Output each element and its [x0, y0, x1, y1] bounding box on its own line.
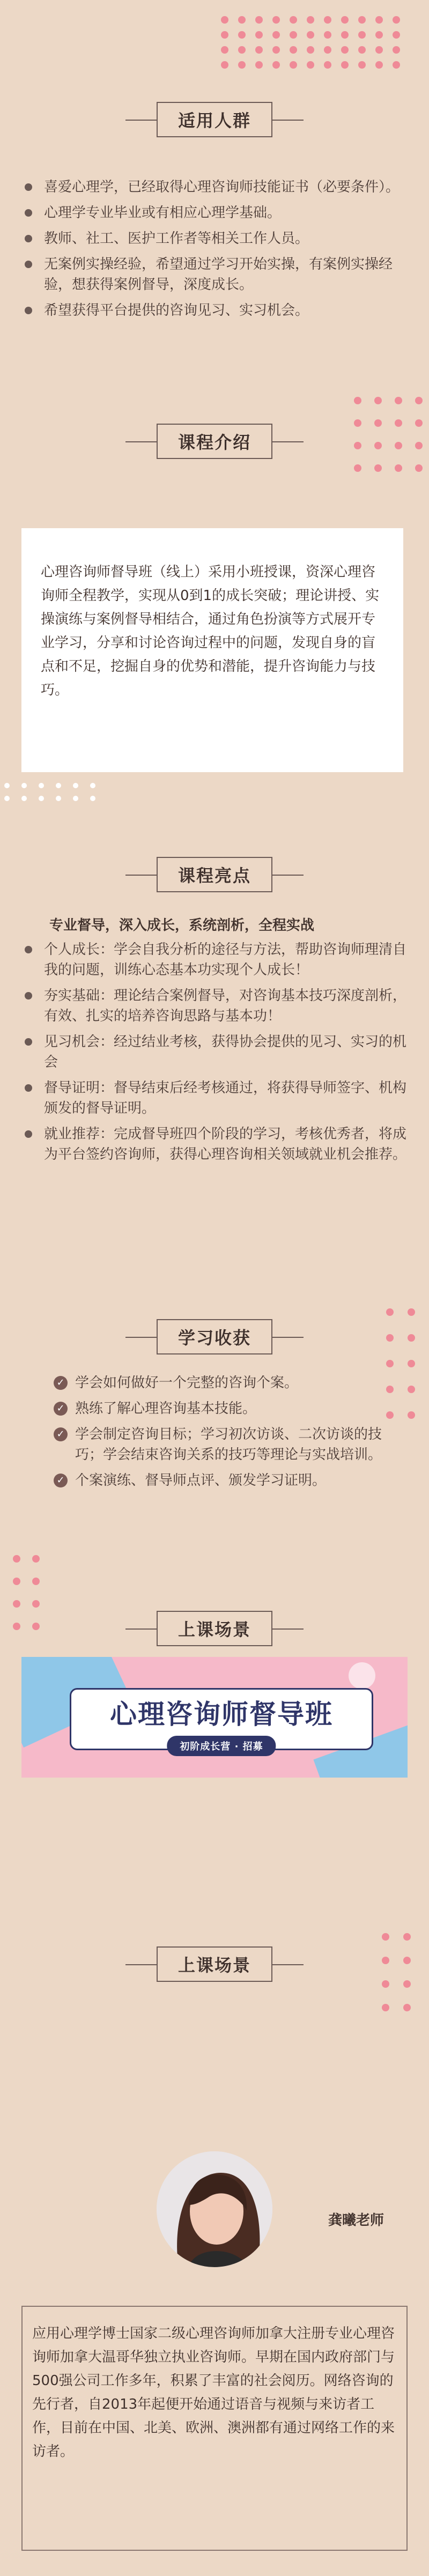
section-title-class-scene: 上课场景 — [157, 1611, 272, 1646]
decorative-white-dots — [4, 783, 95, 801]
teacher-bio-box — [21, 2306, 408, 2551]
decorative-dot — [393, 31, 400, 39]
decorative-dot — [238, 46, 246, 54]
decorative-dot — [39, 796, 44, 801]
decorative-dot — [382, 1980, 389, 1988]
decorative-dot — [90, 796, 95, 801]
decorative-dot — [375, 61, 383, 69]
audience-item: 喜爱心理学，已经取得心理咨询师技能证书（必要条件）。 — [21, 177, 408, 197]
decorative-dot — [272, 61, 280, 69]
highlights-list — [21, 939, 408, 1170]
gain-text: 学会如何做好一个完整的咨询个案。 — [75, 1375, 299, 1391]
decorative-dot — [415, 442, 423, 449]
decorative-dot — [238, 61, 246, 69]
section-title-teacher: 上课场景 — [157, 1946, 272, 1982]
decorative-dot — [354, 419, 361, 427]
decorative-dot — [408, 1360, 415, 1367]
decorative-dot — [272, 31, 280, 39]
decorative-dot — [393, 61, 400, 69]
decorative-dot — [358, 16, 366, 24]
gains-list — [54, 1373, 397, 1496]
highlight-item: 见习机会：经过结业考核，获得协会提供的见习、实习的机会 — [21, 1032, 408, 1072]
decorative-dot — [386, 1360, 394, 1367]
decorative-dot — [272, 46, 280, 54]
decorative-dot — [354, 442, 361, 449]
decorative-dot — [32, 1555, 40, 1563]
decorative-dot — [393, 46, 400, 54]
decorative-dot — [290, 61, 297, 69]
decorative-dots-mid — [354, 397, 423, 472]
gain-text: 熟练了解心理咨询基本技能。 — [75, 1401, 257, 1417]
decorative-dot — [32, 1623, 40, 1630]
decorative-dot — [32, 1578, 40, 1585]
decorative-dot — [324, 46, 331, 54]
decorative-dot — [375, 31, 383, 39]
gain-item — [54, 1398, 397, 1419]
decorative-dot — [415, 397, 423, 404]
audience-item: 教师、社工、医护工作者等相关工作人员。 — [21, 228, 408, 249]
audience-list — [21, 177, 408, 326]
gain-text: 学会制定咨询目标；学习初次访谈、二次访谈的技巧；学会结束咨询关系的技巧等理论与实战培训。 — [75, 1426, 382, 1463]
decorative-dot — [408, 1386, 415, 1393]
decorative-dot — [382, 2004, 389, 2011]
gain-text: 个案演练、督导师点评、颁发学习证明。 — [75, 1472, 327, 1489]
decorative-dot — [395, 442, 402, 449]
decorative-dot — [255, 61, 263, 69]
decorative-dot — [272, 16, 280, 24]
decorative-dot — [238, 16, 246, 24]
highlight-item: 个人成长：学会自我分析的途径与方法，帮助咨询师理清自我的问题，训练心态基本功实现个人成长！ — [21, 939, 408, 980]
decorative-dot — [386, 1308, 394, 1316]
decorative-dot — [386, 1411, 394, 1419]
decorative-dot — [358, 31, 366, 39]
decorative-dot — [403, 1957, 411, 1964]
decorative-dot — [307, 31, 314, 39]
check-icon: ✓ — [54, 1402, 68, 1416]
decorative-dot — [221, 31, 228, 39]
decorative-dot — [403, 1980, 411, 1988]
decorative-dot — [386, 1334, 394, 1342]
decorative-dot — [403, 1933, 411, 1941]
decorative-dot — [341, 16, 349, 24]
course-intro-text: 心理咨询师督导班（线上）采用小班授课，资深心理咨询师全程教学，实现从0到1的成长突破；理论讲授、实操演练与案例督导相结合，通过角色扮演等方式展开专业学习，分享和讨论咨询过程中的问题，发现自身的盲点和不足，挖掘自身的优势和潜能，提升咨询能力与技巧。 — [41, 564, 380, 698]
decorative-dot — [375, 16, 383, 24]
audience-item: 心理学专业毕业或有相应心理学基础。 — [21, 203, 408, 223]
banner-pill: 初阶成长营 · 招募 — [167, 1736, 276, 1756]
decorative-dot — [374, 397, 382, 404]
decorative-dot — [290, 31, 297, 39]
decorative-dot — [290, 46, 297, 54]
section-title-course-intro: 课程介绍 — [157, 424, 272, 459]
decorative-dot — [415, 464, 423, 472]
decorative-dot — [73, 783, 78, 788]
decorative-dot — [341, 46, 349, 54]
decorative-dot — [73, 796, 78, 801]
check-icon: ✓ — [54, 1427, 68, 1441]
decorative-dot — [395, 419, 402, 427]
decorative-dot — [290, 16, 297, 24]
decorative-dot — [32, 1600, 40, 1608]
highlight-item: 夯实基础：理论结合案例督导，对咨询基本技巧深度剖析，有效、扎实的培养咨询思路与基本功！ — [21, 986, 408, 1026]
decorative-dot — [354, 397, 361, 404]
check-icon: ✓ — [54, 1376, 68, 1390]
decorative-dot — [13, 1600, 20, 1608]
gain-item — [54, 1373, 397, 1393]
gain-item — [54, 1424, 397, 1465]
decorative-dot — [4, 796, 10, 801]
course-intro-card — [21, 528, 403, 772]
gain-item — [54, 1470, 397, 1491]
highlight-item: 就业推荐：完成督导班四个阶段的学习，考核优秀者，将成为平台签约咨询师，获得心理咨询相关领域就业机会推荐。 — [21, 1124, 408, 1165]
decorative-dot — [341, 31, 349, 39]
decorative-dot — [324, 16, 331, 24]
audience-item: 无案例实操经验，希望通过学习开始实操，有案例实操经验，想获得案例督导，深度成长。 — [21, 254, 408, 295]
audience-item: 希望获得平台提供的咨询见习、实习机会。 — [21, 300, 408, 321]
decorative-dot — [415, 419, 423, 427]
decorative-dot — [90, 783, 95, 788]
decorative-dot — [324, 31, 331, 39]
decorative-dot — [374, 419, 382, 427]
decorative-dot — [307, 46, 314, 54]
section-title-gains: 学习收获 — [157, 1319, 272, 1354]
banner-card — [70, 1688, 373, 1750]
decorative-dot — [4, 783, 10, 788]
decorative-dot — [408, 1334, 415, 1342]
highlight-item: 督导证明：督导结束后经考核通过，将获得导师签字、机构颁发的督导证明。 — [21, 1078, 408, 1119]
decorative-dot — [221, 46, 228, 54]
decorative-dot — [408, 1308, 415, 1316]
decorative-dot — [307, 61, 314, 69]
decorative-dot — [395, 464, 402, 472]
decorative-dots-right — [386, 1308, 429, 1419]
decorative-dot — [403, 2004, 411, 2011]
decorative-dot — [255, 46, 263, 54]
decorative-dot — [238, 31, 246, 39]
banner-title: 心理咨询师督导班 — [110, 1699, 333, 1730]
decorative-dot — [13, 1578, 20, 1585]
decorative-dot — [13, 1555, 20, 1563]
decorative-dot — [221, 16, 228, 24]
decorative-dot — [374, 442, 382, 449]
decorative-dot — [21, 783, 27, 788]
decorative-dot — [358, 61, 366, 69]
decorative-dot — [354, 464, 361, 472]
teacher-name: 龚曦老师 — [328, 2212, 384, 2229]
check-icon: ✓ — [54, 1474, 68, 1487]
teacher-avatar — [157, 2151, 272, 2267]
decorative-dot — [13, 1623, 20, 1630]
decorative-dots-bottom — [382, 1933, 411, 2011]
decorative-dot — [408, 1411, 415, 1419]
decorative-dot — [56, 783, 61, 788]
teacher-photo — [157, 2151, 272, 2267]
decorative-dot — [375, 46, 383, 54]
decorative-dot — [395, 397, 402, 404]
section-title-audience: 适用人群 — [157, 102, 272, 137]
teacher-bio-text: 应用心理学博士国家二级心理咨询师加拿大注册专业心理咨询师加拿大温哥华独立执业咨询师。早期在国内政府部门与500强公司工作多年，积累了丰富的社会阅历。网络咨询的先行者，自2013年起便开始通过语音与视频与来访者工作，目前在中国、北美、欧洲、澳洲都有通过网络工作的来访者。 — [32, 2326, 395, 2460]
decorative-dot — [255, 16, 263, 24]
decorative-dot — [382, 1933, 389, 1941]
decorative-dots-top — [221, 16, 400, 69]
decorative-dot — [341, 61, 349, 69]
highlights-subtitle: 专业督导，深入成长，系统剖析，全程实战 — [49, 917, 315, 934]
decorative-dot — [374, 464, 382, 472]
decorative-dot — [393, 16, 400, 24]
decorative-dot — [324, 61, 331, 69]
course-banner — [21, 1657, 408, 1778]
decorative-dot — [21, 796, 27, 801]
decorative-dot — [39, 783, 44, 788]
decorative-dot — [221, 61, 228, 69]
decorative-dot — [307, 16, 314, 24]
section-title-highlights: 课程亮点 — [157, 857, 272, 892]
decorative-dot — [255, 31, 263, 39]
decorative-dots-left — [13, 1555, 40, 1630]
decorative-dot — [382, 1957, 389, 1964]
decorative-dot — [358, 46, 366, 54]
decorative-dot — [386, 1386, 394, 1393]
decorative-dot — [56, 796, 61, 801]
